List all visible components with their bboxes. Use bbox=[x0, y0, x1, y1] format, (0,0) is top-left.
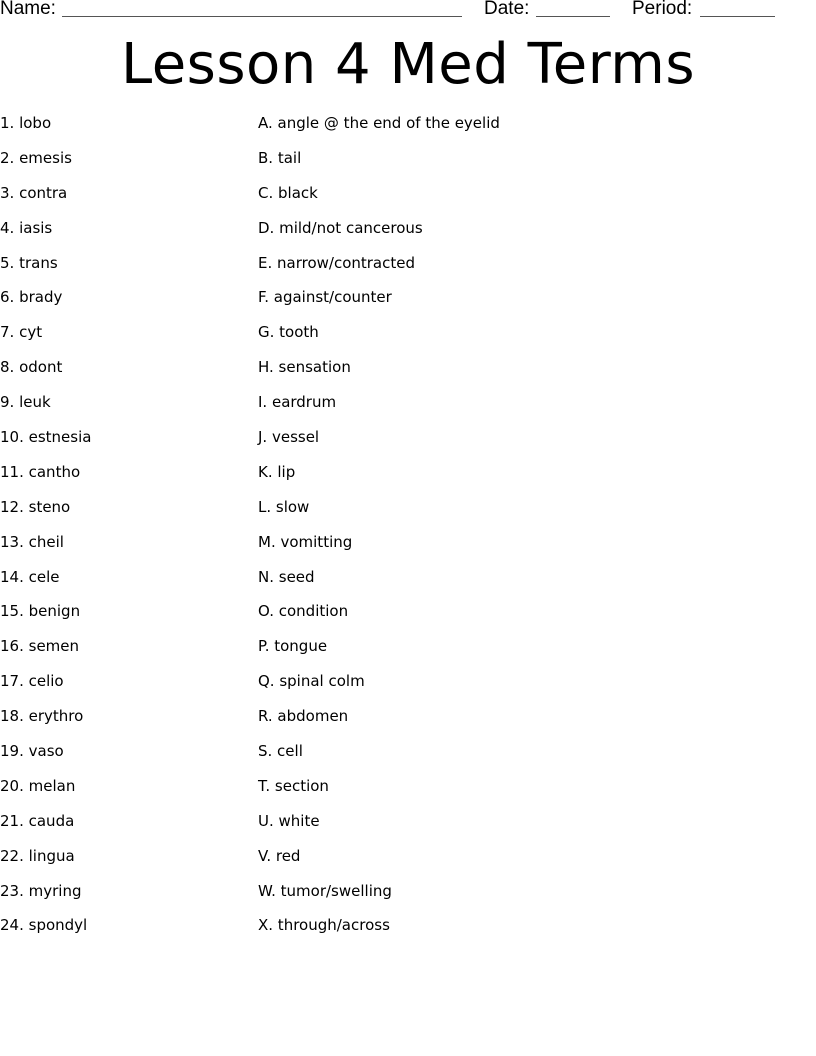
terms-list bbox=[0, 113, 250, 950]
definition-item: M. vomitting bbox=[258, 532, 353, 551]
term-item: 1. lobo bbox=[0, 114, 52, 132]
name-blank[interactable] bbox=[62, 16, 462, 17]
term-item: 20. melan bbox=[0, 776, 76, 795]
definition-item: G. tooth bbox=[258, 323, 319, 342]
definition-item: O. condition bbox=[258, 602, 349, 621]
definition-item: F. against/counter bbox=[258, 288, 392, 307]
term-item: 10. estnesia bbox=[0, 428, 92, 447]
definition-item: W. tumor/swelling bbox=[258, 881, 392, 900]
term-item: 24. spondyl bbox=[0, 916, 88, 935]
definition-item: C. black bbox=[258, 183, 318, 202]
definition-item: R. abdomen bbox=[258, 707, 349, 726]
header-fields bbox=[0, 0, 816, 21]
definition-item: V. red bbox=[258, 846, 301, 865]
term-item: 13. cheil bbox=[0, 532, 64, 551]
definition-item: X. through/across bbox=[258, 916, 390, 935]
term-item: 16. semen bbox=[0, 637, 80, 656]
definition-item: S. cell bbox=[258, 742, 303, 761]
term-item: 22. lingua bbox=[0, 846, 75, 865]
date-blank[interactable] bbox=[536, 16, 610, 17]
term-item: 9. leuk bbox=[0, 393, 51, 412]
date-label: Date: bbox=[484, 0, 530, 19]
definition-item: P. tongue bbox=[258, 637, 328, 656]
definition-item: D. mild/not cancerous bbox=[258, 218, 423, 237]
term-item: 7. cyt bbox=[0, 323, 43, 342]
definition-item: L. slow bbox=[258, 497, 310, 516]
definition-item: N. seed bbox=[258, 567, 315, 586]
definition-item: I. eardrum bbox=[258, 393, 337, 412]
period-label: Period: bbox=[632, 0, 693, 19]
definition-item: A. angle @ the end of the eyelid bbox=[258, 114, 500, 132]
term-item: 14. cele bbox=[0, 567, 60, 586]
term-item: 5. trans bbox=[0, 253, 58, 272]
definition-item: T. section bbox=[258, 776, 329, 795]
definition-item: E. narrow/contracted bbox=[258, 253, 416, 272]
term-item: 6. brady bbox=[0, 288, 63, 307]
term-item: 11. cantho bbox=[0, 462, 81, 481]
name-label: Name: bbox=[0, 0, 56, 19]
term-item: 19. vaso bbox=[0, 742, 64, 761]
term-item: 18. erythro bbox=[0, 707, 84, 726]
definition-item: K. lip bbox=[258, 462, 296, 481]
term-item: 15. benign bbox=[0, 602, 81, 621]
term-item: 2. emesis bbox=[0, 148, 72, 167]
term-item: 17. celio bbox=[0, 672, 64, 691]
term-item: 23. myring bbox=[0, 881, 82, 900]
term-item: 8. odont bbox=[0, 358, 63, 377]
definition-item: B. tail bbox=[258, 148, 302, 167]
definition-item: J. vessel bbox=[258, 428, 320, 447]
definition-item: H. sensation bbox=[258, 358, 351, 377]
definitions-list bbox=[258, 113, 798, 950]
page-title: Lesson 4 Med Terms bbox=[120, 32, 696, 97]
term-item: 21. cauda bbox=[0, 811, 75, 830]
term-item: 3. contra bbox=[0, 183, 68, 202]
definition-item: U. white bbox=[258, 811, 320, 830]
term-item: 4. iasis bbox=[0, 218, 53, 237]
term-item: 12. steno bbox=[0, 497, 71, 516]
definition-item: Q. spinal colm bbox=[258, 672, 365, 691]
period-blank[interactable] bbox=[700, 16, 775, 17]
